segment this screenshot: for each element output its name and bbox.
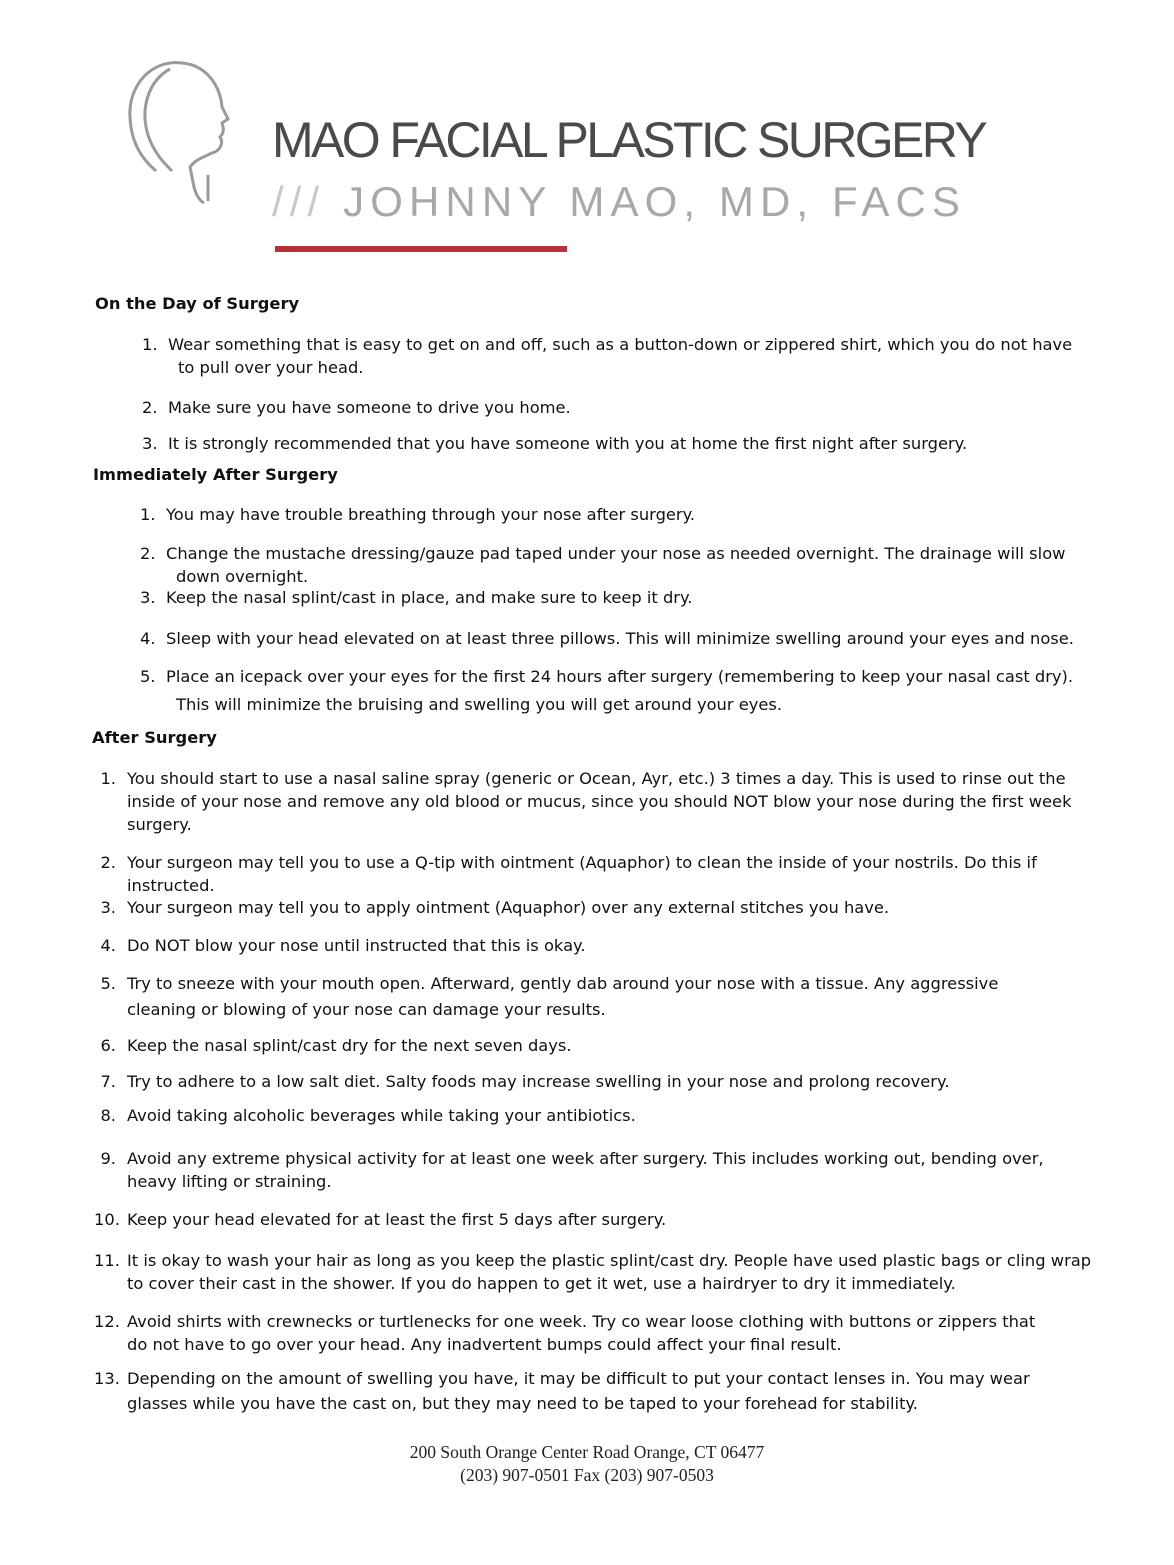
list-item-text <box>168 432 967 455</box>
list-item-text <box>127 1249 1091 1295</box>
list-item <box>94 1367 1030 1415</box>
list-item-number: 2. <box>140 544 156 563</box>
list-item-number: 12. <box>94 1312 120 1331</box>
list-item-number: 6. <box>100 1036 116 1055</box>
list-item <box>140 503 695 526</box>
list-item-line: Avoid shirts with crewnecks or turtlenecks for one week. Try co wear loose clothing with buttons or zippers that <box>127 1312 1036 1331</box>
list-item-number: 2. <box>100 853 116 872</box>
list-item-line: surgery. <box>127 815 192 834</box>
face-profile-icon <box>120 55 260 205</box>
list-item-line: Keep the nasal splint/cast in place, and make sure to keep it dry. <box>166 588 693 607</box>
list-item-text <box>168 333 1072 379</box>
list-item-line: Avoid any extreme physical activity for at least one week after surgery. This includes working out, bending over, <box>127 1149 1044 1168</box>
list-item-line: You should start to use a nasal saline spray (generic or Ocean, Ayr, etc.) 3 times a day. This is used to rinse out the <box>127 769 1066 788</box>
list-item <box>140 586 692 609</box>
list-item <box>142 432 967 455</box>
list-item <box>94 1147 1044 1193</box>
list-item-line: cleaning or blowing of your nose can damage your results. <box>127 1000 606 1019</box>
footer-phone: (203) 907-0501 Fax (203) 907-0503 <box>460 1465 714 1485</box>
list-item-line: to cover their cast in the shower. If you do happen to get it wet, use a hairdryer to dry it immediately. <box>127 1274 956 1293</box>
list-item <box>142 396 571 419</box>
list-item-text <box>127 767 1072 836</box>
list-item-line: You may have trouble breathing through your nose after surgery. <box>166 505 696 524</box>
list-item-line: heavy lifting or straining. <box>127 1172 332 1191</box>
list-item-line: down overnight. <box>176 567 309 586</box>
list-item <box>94 767 1072 836</box>
section-heading: Immediately After Surgery <box>93 465 338 484</box>
list-item-number: 8. <box>100 1106 116 1125</box>
list-item <box>140 542 1065 588</box>
list-item-text <box>166 627 1074 650</box>
list-item-line: Place an icepack over your eyes for the first 24 hours after surgery (remembering to keep your nasal cast dry). <box>166 667 1074 686</box>
list-item-line: Do NOT blow your nose until instructed that this is okay. <box>127 936 586 955</box>
list-item-number: 3. <box>140 588 156 607</box>
list-item-line: Depending on the amount of swelling you have, it may be difficult to put your contact lenses in. You may wear <box>127 1369 1030 1388</box>
list-item-line: Your surgeon may tell you to use a Q-tip with ointment (Aquaphor) to clean the inside of your nostrils. Do this if <box>127 853 1037 872</box>
logo-subtitle <box>272 178 967 225</box>
list-item-line: Keep the nasal splint/cast dry for the next seven days. <box>127 1036 572 1055</box>
section-heading: On the Day of Surgery <box>95 294 300 313</box>
footer-address: 200 South Orange Center Road Orange, CT 06477 <box>409 1442 765 1462</box>
list-item-number: 10. <box>94 1210 120 1229</box>
list-item-line: Try to sneeze with your mouth open. Afterward, gently dab around your nose with a tissue. Any aggressive <box>127 974 999 993</box>
list-item-line: glasses while you have the cast on, but they may need to be taped to your forehead for stability. <box>127 1394 918 1413</box>
list-item <box>94 1208 666 1231</box>
section-heading: After Surgery <box>92 728 217 747</box>
list-item-text <box>127 1104 636 1127</box>
list-item <box>94 1070 950 1093</box>
list-item-line: It is strongly recommended that you have someone with you at home the first night after surgery. <box>168 434 968 453</box>
list-item-line: inside of your nose and remove any old blood or mucus, since you should NOT blow your nose during the first week <box>127 792 1072 811</box>
logo-doctor-name: JOHNNY MAO, MD, FACS <box>343 178 967 225</box>
list-item-number: 13. <box>94 1369 120 1388</box>
list-item-number: 9. <box>100 1149 116 1168</box>
list-item-line: Wear something that is easy to get on and off, such as a button-down or zippered shirt, which you do not have <box>168 335 1073 354</box>
logo-accent-bar <box>275 246 567 252</box>
list-item-text <box>127 1070 950 1093</box>
list-item <box>94 1310 1035 1356</box>
list-item-number: 3. <box>100 898 116 917</box>
list-item-text <box>166 665 1073 716</box>
list-item-number: 5. <box>100 974 116 993</box>
list-item-line: It is okay to wash your hair as long as you keep the plastic splint/cast dry. People have used plastic bags or cling wrap <box>127 1251 1092 1270</box>
list-item-line: Try to adhere to a low salt diet. Salty foods may increase swelling in your nose and prolong recovery. <box>127 1072 950 1091</box>
list-item <box>94 851 1037 897</box>
list-item <box>94 896 889 919</box>
list-item-line: Your surgeon may tell you to apply ointment (Aquaphor) over any external stitches you have. <box>127 898 890 917</box>
list-item-line: Avoid taking alcoholic beverages while taking your antibiotics. <box>127 1106 636 1125</box>
list-item-line: Sleep with your head elevated on at least three pillows. This will minimize swelling around your eyes and nose. <box>166 629 1074 648</box>
list-item <box>94 1249 1091 1295</box>
list-item-text <box>127 851 1037 897</box>
list-item-line: This will minimize the bruising and swelling you will get around your eyes. <box>176 695 783 714</box>
list-item-text <box>127 1367 1030 1415</box>
list-item-line: Keep your head elevated for at least the first 5 days after surgery. <box>127 1210 667 1229</box>
list-item-number: 1. <box>142 335 158 354</box>
list-item <box>94 934 586 957</box>
list-item <box>94 972 998 1021</box>
list-item-number: 4. <box>100 936 116 955</box>
list-item <box>94 1104 636 1127</box>
list-item-number: 2. <box>142 398 158 417</box>
list-item-text <box>127 1034 572 1057</box>
list-item-text <box>168 396 571 419</box>
list-item <box>140 627 1074 650</box>
list-item-text <box>166 586 692 609</box>
list-item-number: 11. <box>94 1251 120 1270</box>
list-item <box>94 1034 572 1057</box>
list-item-number: 3. <box>142 434 158 453</box>
list-item-line: Change the mustache dressing/gauze pad taped under your nose as needed overnight. The drainage will slow <box>166 544 1066 563</box>
list-item-line: do not have to go over your head. Any inadvertent bumps could affect your final result. <box>127 1335 842 1354</box>
list-item-text <box>127 1208 666 1231</box>
list-item-line: instructed. <box>127 876 215 895</box>
list-item-text <box>127 896 889 919</box>
list-item-text <box>127 934 586 957</box>
list-item-number: 7. <box>100 1072 116 1091</box>
list-item <box>142 333 1072 379</box>
list-item-text <box>166 503 695 526</box>
logo-slashes: /// <box>272 178 326 225</box>
practice-logo <box>120 55 1020 225</box>
list-item-number: 5. <box>140 667 156 686</box>
list-item-line: to pull over your head. <box>178 358 364 377</box>
list-item-line: Make sure you have someone to drive you home. <box>168 398 571 417</box>
list-item-text <box>127 972 998 1021</box>
list-item-text <box>127 1310 1035 1356</box>
list-item-text <box>166 542 1065 588</box>
list-item <box>140 665 1073 716</box>
list-item-number: 4. <box>140 629 156 648</box>
list-item-number: 1. <box>140 505 156 524</box>
logo-title: MAO FACIAL PLASTIC SURGERY <box>272 112 986 168</box>
list-item-text <box>127 1147 1044 1193</box>
list-item-number: 1. <box>100 769 116 788</box>
